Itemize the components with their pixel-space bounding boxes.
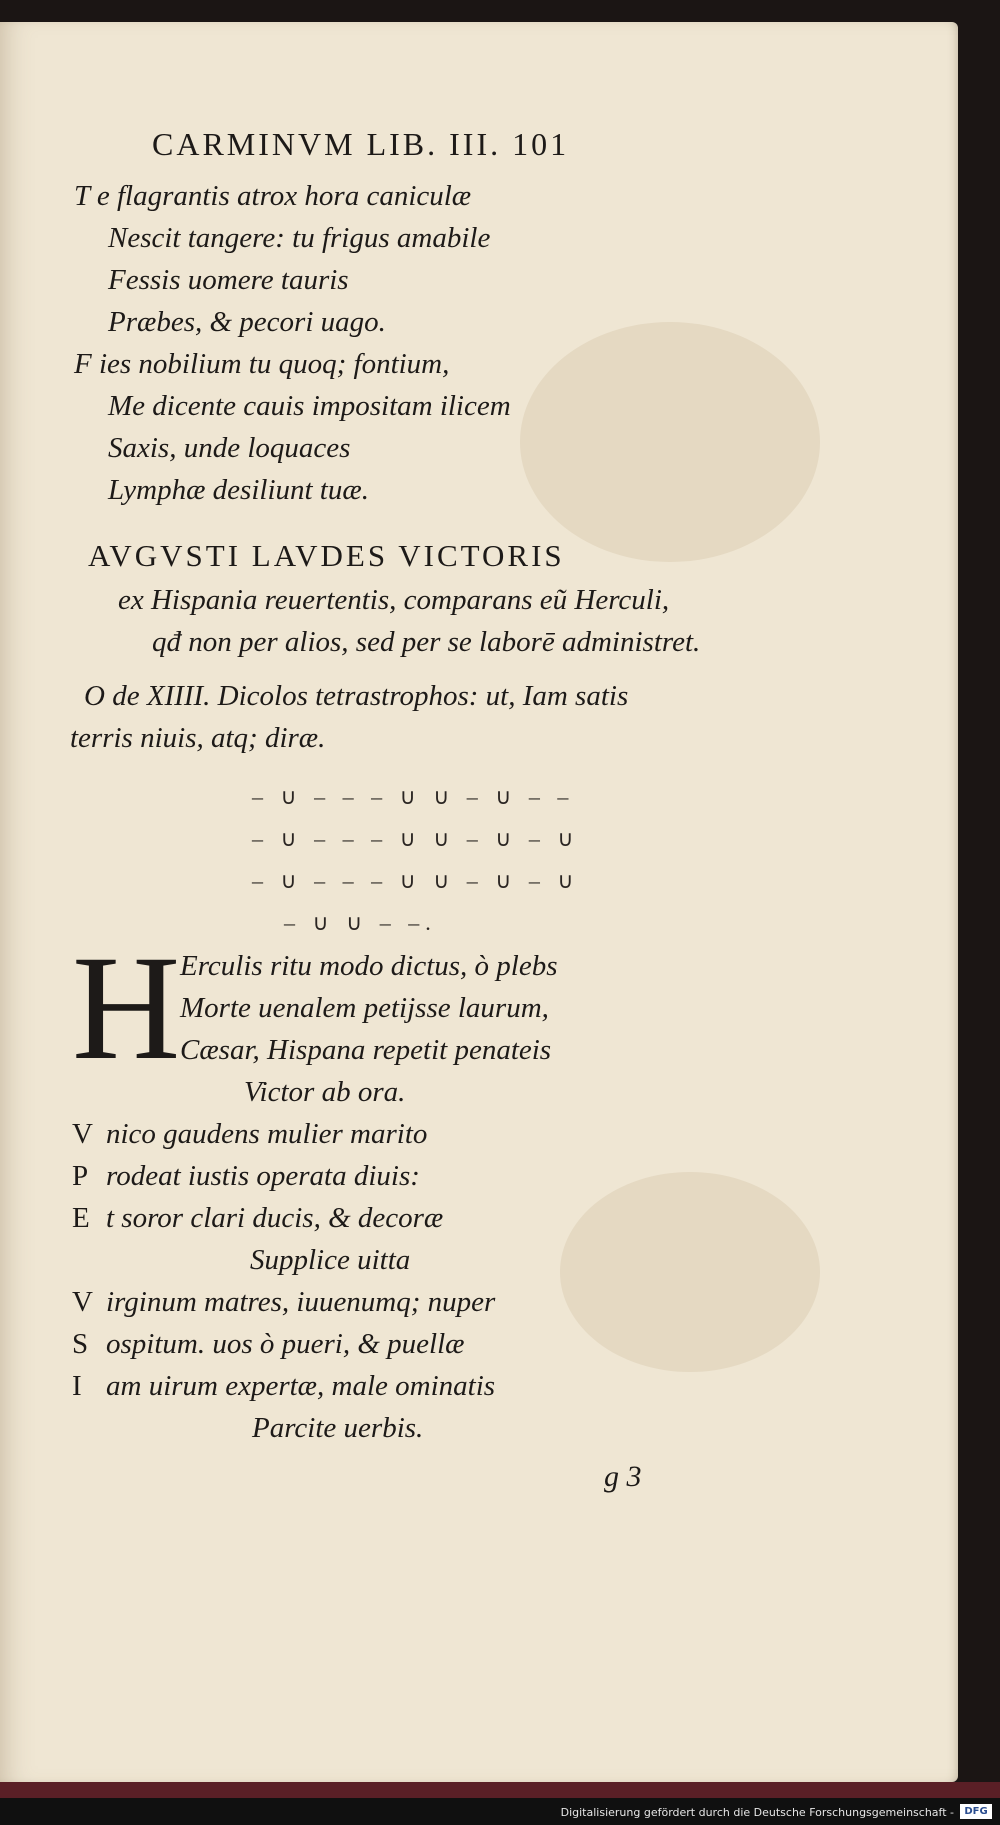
ode-subtitle-line: qđ non per alios, sed per se laborē administret. [152, 626, 701, 658]
line-text: rodeat iustis operata diuis: [106, 1160, 420, 1192]
funding-credit: Digitalisierung gefördert durch die Deutsche Forschungsgemeinschaft - [560, 1806, 954, 1819]
drop-capital: H [72, 925, 181, 1091]
verse-line: Præbes, & pecori uago. [108, 306, 386, 338]
running-header: CARMINVM LIB. III. 101 [152, 126, 570, 162]
paper-stain [560, 1172, 820, 1372]
poem-line: Cæsar, Hispana repetit penateis [180, 1034, 552, 1066]
verse-line: Me dicente cauis impositam ilicem [108, 390, 511, 422]
poem-line [72, 1202, 443, 1235]
poem-line [72, 1328, 464, 1361]
line-text: nico gaudens mulier marito [106, 1118, 428, 1150]
signature-mark: g 3 [604, 1460, 642, 1493]
verse-line: Nescit tangere: tu frigus amabile [108, 222, 491, 254]
poem-line [72, 1286, 495, 1319]
poem-line [72, 1118, 427, 1151]
line-text: am uirum expertæ, male ominatis [106, 1370, 496, 1402]
poem-line [252, 1412, 423, 1445]
line-initial: P [72, 1160, 89, 1192]
page-edge-band [0, 1782, 1000, 1798]
line-text: t soror clari ducis, & decoræ [106, 1202, 444, 1234]
meter-scheme-line: – ∪ – – – ∪ ∪ – ∪ – ∪ [252, 826, 580, 851]
meter-scheme-line: – ∪ – – – ∪ ∪ – ∪ – – [252, 784, 575, 809]
verse-line: Fessis uomere tauris [108, 264, 349, 296]
paper-stain [520, 322, 820, 562]
verse-line: T e flagrantis atrox hora caniculæ [74, 180, 472, 212]
verse-line: Lymphæ desiliunt tuæ. [108, 474, 369, 506]
ode-title: AVGVSTI LAVDES VICTORIS [88, 538, 565, 573]
line-initial: S [72, 1328, 89, 1360]
meter-scheme-line: – ∪ – – – ∪ ∪ – ∪ – ∪ [252, 868, 580, 893]
line-text: Parcite uerbis. [252, 1412, 424, 1444]
line-initial: E [72, 1202, 90, 1234]
ode-meta-line: terris niuis, atq; diræ. [70, 722, 326, 754]
ode-meta-line: O de XIIII. Dicolos tetrastrophos: ut, Iam satis [84, 680, 629, 712]
line-text: ospitum. uos ò pueri, & puellæ [106, 1328, 465, 1360]
meter-scheme-line: – ∪ ∪ – –. [284, 910, 437, 935]
poem-line [250, 1244, 410, 1277]
line-initial: I [72, 1370, 82, 1402]
poem-line: Erculis ritu modo dictus, ò plebs [180, 950, 558, 982]
verse-line: F ies nobilium tu quoq; fontium, [74, 348, 450, 380]
line-text: irginum matres, iuuenumq; nuper [106, 1286, 496, 1318]
dfg-logo: DFG [960, 1804, 992, 1819]
poem-line [72, 1160, 420, 1193]
line-text: Supplice uitta [250, 1244, 411, 1276]
verse-line: Saxis, unde loquaces [108, 432, 351, 464]
line-initial: V [72, 1286, 93, 1318]
poem-line: Morte uenalem petijsse laurum, [180, 992, 549, 1024]
poem-line [72, 1370, 495, 1403]
poem-line: Victor ab ora. [244, 1076, 406, 1108]
ode-subtitle-line: ex Hispania reuertentis, comparans eũ Herculi, [118, 584, 670, 616]
line-initial: V [72, 1118, 93, 1150]
